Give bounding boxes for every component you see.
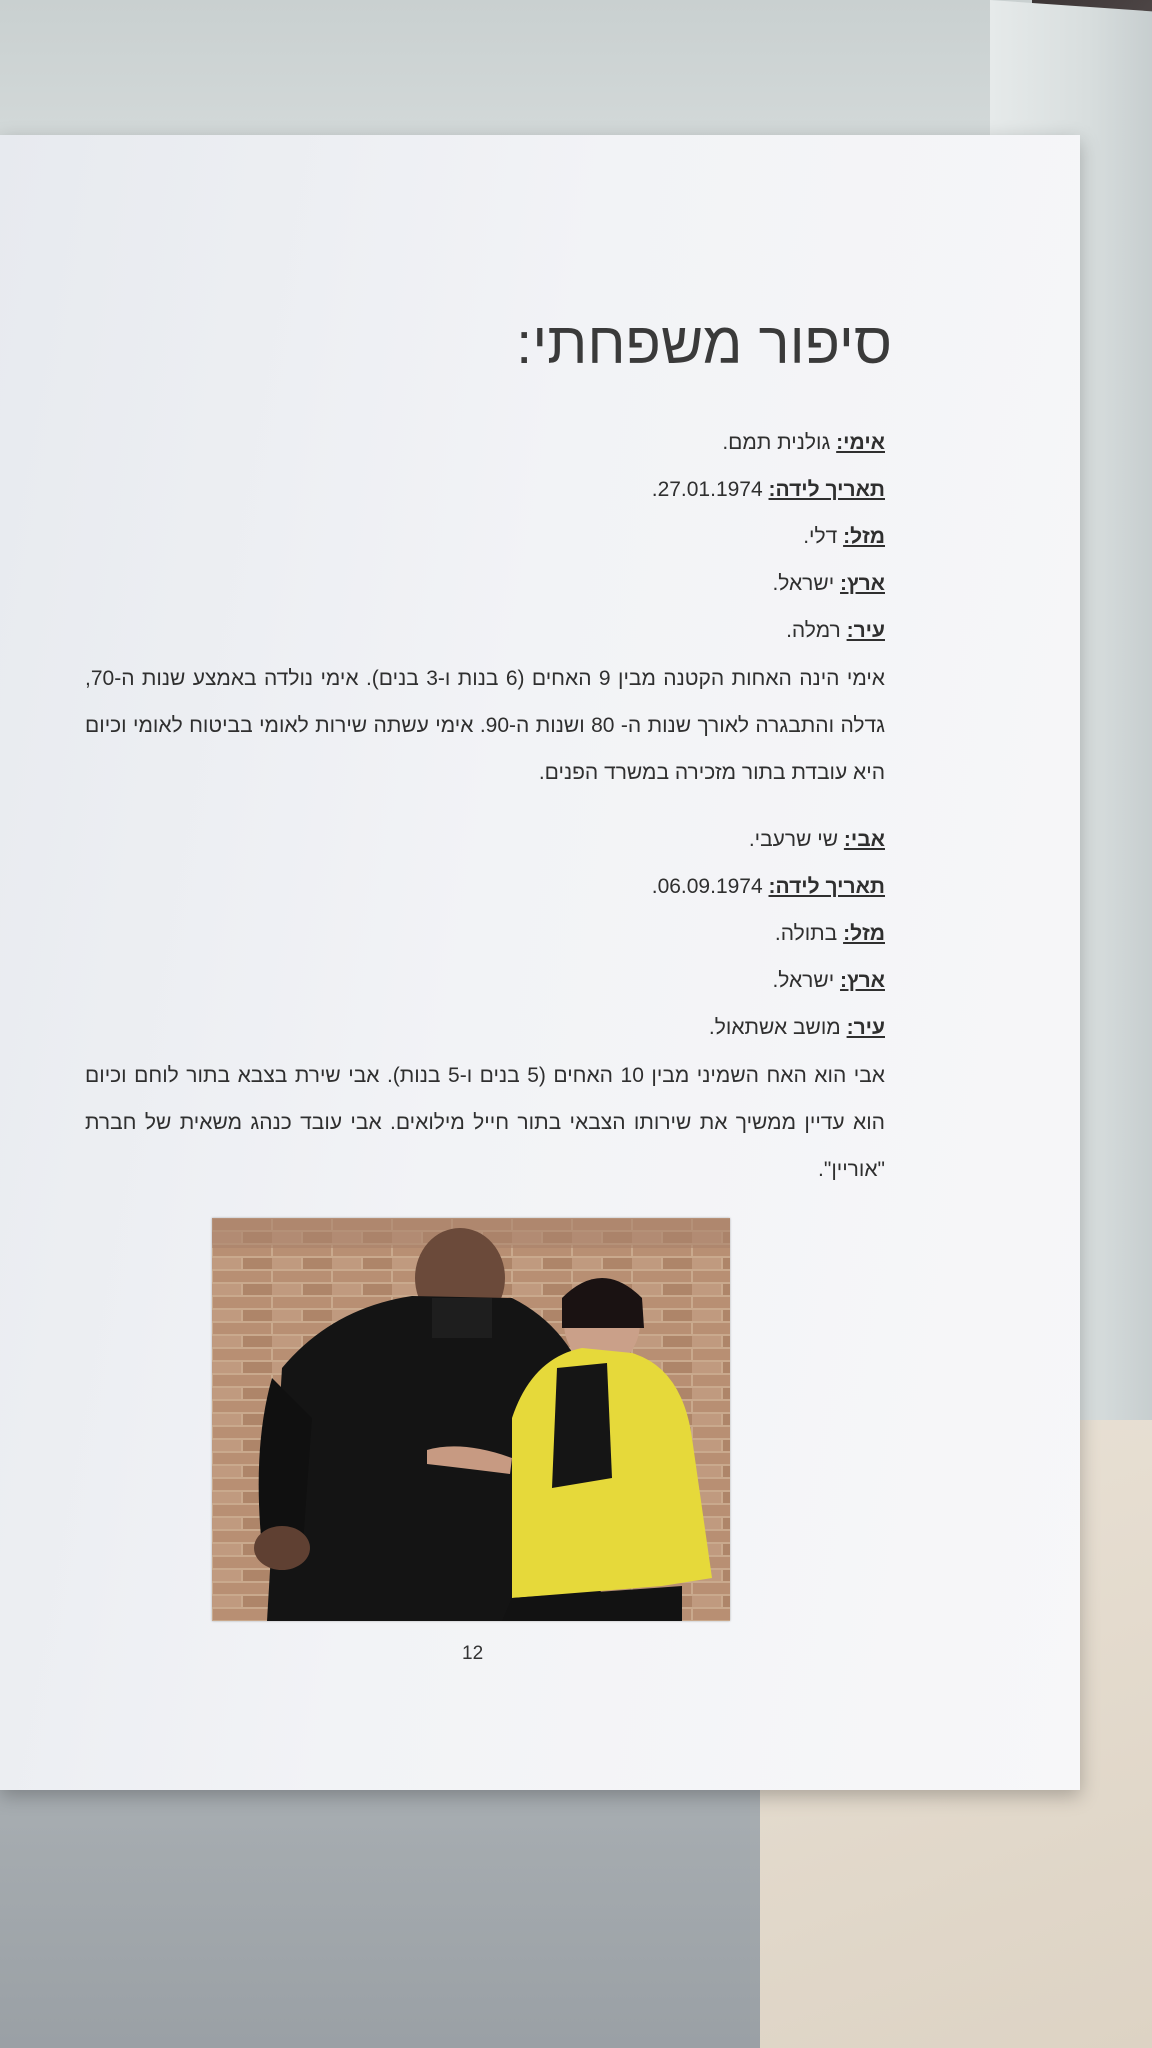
family-photo-illustration (212, 1218, 730, 1621)
field-value: ישראל. (772, 969, 841, 992)
field-label: תאריך לידה: (768, 875, 885, 898)
field-value: רמלה. (786, 619, 847, 642)
field-value: בתולה. (774, 922, 844, 945)
field-label: ארץ: (840, 572, 885, 595)
mother-zodiac-field (803, 525, 885, 549)
page-title: סיפור משפחתי: (516, 311, 892, 376)
father-city-field (709, 1016, 885, 1040)
field-value: דלי. (803, 525, 844, 548)
father-country-field (772, 969, 885, 993)
mother-birthdate-field (652, 478, 885, 502)
mother-paragraph: אימי הינה האחות הקטנה מבין 9 האחים (6 בנות ו-3 בנים). אימי נולדה באמצע שנות ה-70, גדלה והתבגרה לאורך שנות ה- 80 ושנות ה-90. אימי עשתה שירות לאומי בביטוח לאומי וכיום היא עובדת בתור מזכירה במשרד הפנים. (85, 667, 885, 784)
document-page (0, 135, 1080, 1790)
lap-background (0, 1760, 760, 2048)
father-zodiac-field (775, 922, 885, 946)
mother-city-field (786, 619, 885, 643)
field-label: ארץ: (840, 969, 885, 992)
field-label: מזל: (843, 922, 885, 945)
field-label: אבי: (843, 828, 885, 851)
field-value: 27.01.1974. (651, 478, 769, 501)
field-label: עיר: (846, 1016, 885, 1039)
field-value: מושב אשתאול. (708, 1016, 847, 1039)
mother-country-field (772, 572, 885, 596)
page-number: 12 (462, 1643, 484, 1664)
field-label: אימי: (836, 431, 885, 454)
father-paragraph: אבי הוא האח השמיני מבין 10 האחים (5 בנים ו-5 בנות). אבי שירת בצבא בתור לוחם וכיום הוא עדיין ממשיך את שירותו הצבאי בתור חייל מילואים. אבי עובד כנהג משאית של חברת "אוריין". (85, 1064, 885, 1181)
family-photo (212, 1218, 730, 1621)
field-value: 06.09.1974. (651, 875, 769, 898)
mother-name-field (722, 431, 885, 455)
field-value: ישראל. (772, 572, 841, 595)
father-birthdate-field (652, 875, 885, 899)
father-name-field (749, 828, 885, 852)
field-value: גולנית תמם. (722, 431, 837, 454)
field-value: שי שרעבי. (748, 828, 844, 851)
field-label: תאריך לידה: (768, 478, 885, 501)
field-label: עיר: (846, 619, 885, 642)
field-label: מזל: (843, 525, 885, 548)
